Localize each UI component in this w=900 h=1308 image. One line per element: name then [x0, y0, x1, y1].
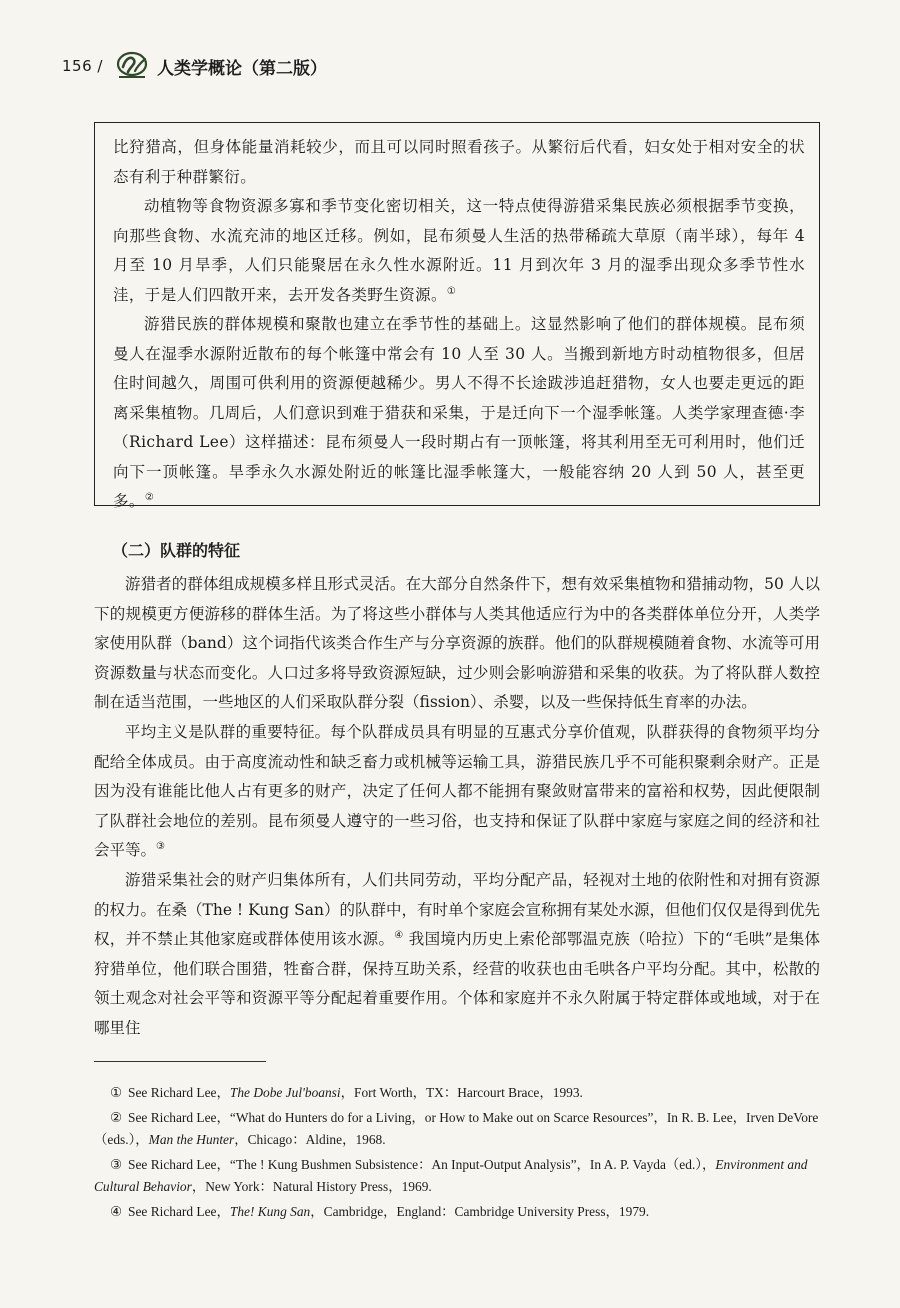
page-number: 156 /: [62, 57, 103, 75]
body-paragraph-3: 游猎采集社会的财产归集体所有，人们共同劳动，平均分配产品，轻视对土地的依附性和对拥有资源的权力。在桑（The ! Kung San）的队群中，有时单个家庭会宣称拥有某处水源，但他们仅仅是得到优先权，并不禁止其他家庭或群体使用该水源。④ 我国境内历史上索伦部鄂温克族（哈拉）下的“毛哄”是集体狩猎单位，他们联合围猎，牲畜合群，保持互助关系，经营的收获也由毛哄各户平均分配。其中，松散的领土观念对社会平等和资源平等分配起着重要作用。个体和家庭并不永久附属于特定群体或地域，对于在哪里住: [94, 870, 821, 1037]
footnote-ref-4: ④: [394, 929, 404, 941]
footnote-ref-1: ①: [446, 285, 457, 297]
body-paragraph-2: 平均主义是队群的重要特征。每个队群成员具有明显的互惠式分享价值观，队群获得的食物须平均分配给全体成员。由于高度流动性和缺乏畜力或机械等运输工具，游猎民族几乎不可能积聚剩余财产。正是因为没有谁能比他人占有更多的财产，决定了任何人都不能拥有聚敛财富带来的富裕和权势，因此便限制了队群社会地位的差别。昆布须曼人遵守的一些习俗，也支持和保证了队群中家庭与家庭之间的经济和社会平等。③: [94, 722, 820, 860]
book-series-logo-icon: [115, 51, 149, 81]
footnote-1: ① See Richard Lee，The Dobe Jul'boansi，Fort Worth，TX：Harcourt Brace，1993.: [110, 1085, 583, 1100]
body-paragraph-1: 游猎者的群体组成规模多样且形式灵活。在大部分自然条件下，想有效采集植物和猎捕动物，50 人以下的规模更方便游移的群体生活。为了将这些小群体与人类其他适应行为中的各类群体单位分开，人类学家使用队群（band）这个词指代该类合作生产与分享资源的族群。他们的队群规模随着食物、水流等可用资源数量与状态而变化。人口过多将导致资源短缺，过少则会影响游猎和采集的收获。为了将队群人数控制在适当范围，一些地区的人们采取队群分裂（fission）、杀婴，以及一些保持低生育率的办法。: [94, 575, 820, 712]
page-header: [62, 46, 327, 86]
boxed-excerpt: [94, 122, 820, 510]
footnote-ref-3: ③: [156, 841, 165, 853]
footnote-divider: [94, 1061, 266, 1062]
footnote-2: ② See Richard Lee，“What do Hunters do for a Living，or How to Make out on Scarce Resources”，In R. B. Lee，Irven DeVore（eds.），Man the Hunter，Chicago：Aldine，1968.: [94, 1109, 819, 1147]
box-paragraph-2: 动植物等食物资源多寡和季节变化密切相关，这一特点使得游猎采集民族必须根据季节变换，向那些食物、水流充沛的地区迁移。例如，昆布须曼人生活的热带稀疏大草原（南半球），每年 4 月至 10 月旱季，人们只能聚居在永久性水源附近。11 月到次年 3 月的湿季出现众多季节性水洼，于是人们四散开来，去开发各类野生资源。①: [113, 197, 805, 304]
footnote-3: ③ See Richard Lee，“The ! Kung Bushmen Subsistence：An Input-Output Analysis”，In A. P. Vayda（ed.），Environment and Cultural Behavior，New York：Natural History Press，1969.: [94, 1156, 808, 1194]
footnote-ref-2: ②: [144, 491, 155, 503]
section-band-characteristics: [94, 536, 820, 1044]
footnote-4: ④ See Richard Lee，The! Kung San，Cambridge，England：Cambridge University Press，1979.: [110, 1203, 650, 1219]
box-paragraph-1: 比狩猎高，但身体能量消耗较少，而且可以同时照看孩子。从繁衍后代看，妇女处于相对安全的状态有利于种群繁衍。: [113, 138, 805, 186]
box-paragraph-3: 游猎民族的群体规模和聚散也建立在季节性的基础上。这显然影响了他们的群体规模。昆布须曼人在湿季水源附近散布的每个帐篷中常会有 10 人至 30 人。当搬到新地方时动植物很多，但居住时间越久，周围可供利用的资源便越稀少。男人不得不长途跋涉追赶猎物，女人也要走更远的距离采集植物。几周后，人们意识到难于猎获和采集，于是迁向下一个湿季帐篷。人类学家理查德·李（Richard Lee）这样描述：昆布须曼人一段时期占有一顶帐篷，将其利用至无可利用时，他们迁向下一顶帐篷。旱季永久水源处附近的帐篷比湿季帐篷大，一般能容纳 20 人到 50 人，甚至更多。②: [113, 315, 805, 510]
section-heading: （二）队群的特征: [112, 541, 241, 560]
book-title: 人类学概论（第二版）: [156, 58, 327, 79]
footnotes: [94, 1082, 820, 1225]
